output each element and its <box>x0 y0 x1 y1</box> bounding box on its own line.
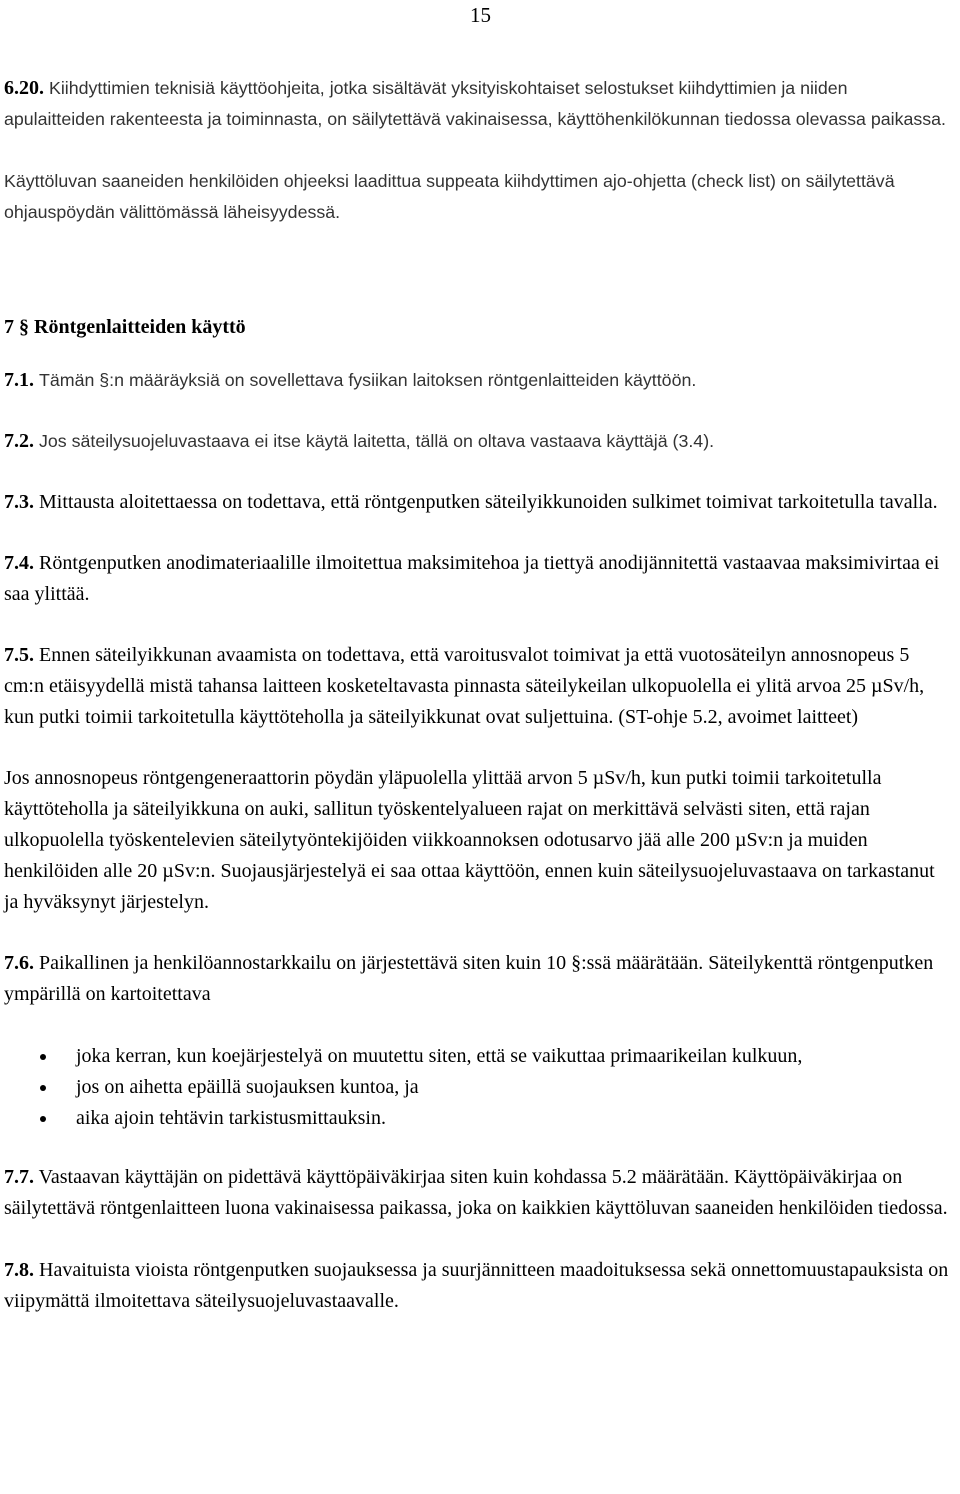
section-number: 7.4. <box>4 552 34 574</box>
section-7-1 <box>4 365 952 396</box>
bullet-icon <box>40 1054 46 1060</box>
section-6-20 <box>4 73 952 135</box>
list-item-text: aika ajoin tehtävin tarkistusmittauksin. <box>76 1107 386 1129</box>
section-7-5 <box>4 640 952 733</box>
page-number: 15 <box>470 3 491 27</box>
section-text: Ennen säteilyikkunan avaamista on todettava, että varoitusvalot toimivat ja että vuotosäteilyn annosnopeus 5 cm:n etäisyydellä mistä tahansa laitteen kosketeltavasta pinnasta säteilykeilan ulkopuolella ei ylitä arvoa 25 µSv/h, kun putki toimii tarkoitetulla käyttöteholla ja säteilyikkunat ovat suljettuina. (ST-ohje 5.2, avoimet laitteet) <box>4 644 925 728</box>
section-number: 7.6. <box>4 952 34 974</box>
section-7-4 <box>4 548 952 610</box>
list-item-text: jos on aihetta epäillä suojauksen kuntoa, ja <box>76 1076 419 1098</box>
section-7-2 <box>4 426 952 457</box>
section-number: 7.2. <box>4 430 34 452</box>
document-body <box>4 73 952 1317</box>
list-item <box>4 1072 952 1103</box>
bullet-icon <box>40 1085 46 1091</box>
section-7-5-generator: Jos annosnopeus röntgengeneraattorin pöydän yläpuolella ylittää arvon 5 µSv/h, kun putki toimii tarkoitetulla käyttöteholla ja säteilyikkuna on auki, sallitun työskentelyalueen rajat on merkittävä selvästi siten, että rajan ulkopuolella työskentelevien säteilytyöntekijöiden viikkoannoksen odotusarvo jää alle 200 µSv:n ja muiden henkilöiden alle 20 µSv:n. Suojausjärjestelyä ei saa ottaa käyttöön, ennen kuin säteilysuojeluvastaava on tarkastanut ja hyväksynyt järjestelyn. <box>4 767 935 913</box>
section-text: Paikallinen ja henkilöannostarkkailu on järjestettävä siten kuin 10 §:ssä määrätään. Säteilykenttä röntgenputken ympärillä on kartoitettava <box>4 952 934 1005</box>
section-7-6 <box>4 948 952 1010</box>
section-7-heading: 7 § Röntgenlaitteiden käyttö <box>4 316 246 338</box>
section-6-20-checklist: Käyttöluvan saaneiden henkilöiden ohjeeksi laadittua suppeata kiihdyttimen ajo-ohjetta (check list) on säilytettävä ohjauspöydän välittömässä läheisyydessä. <box>4 171 895 222</box>
section-number: 7.1. <box>4 369 34 391</box>
section-text: Röntgenputken anodimateriaalille ilmoitettua maksimitehoa ja tiettyä anodijännitettä vastaavaa maksimivirtaa ei saa ylittää. <box>4 552 940 605</box>
section-number: 7.3. <box>4 491 34 513</box>
section-7-3 <box>4 487 952 518</box>
bullet-icon <box>40 1116 46 1122</box>
section-7-8 <box>4 1255 952 1317</box>
section-number: 6.20. <box>4 77 44 99</box>
section-text: Havaituista vioista röntgenputken suojauksessa ja suurjännitteen maadoituksessa sekä onnettomuustapauksista on viipymättä ilmoitettava säteilysuojeluvastaavalle. <box>4 1259 949 1312</box>
section-number: 7.8. <box>4 1259 34 1281</box>
section-text: Kiihdyttimien teknisiä käyttöohjeita, jotka sisältävät yksityiskohtaiset selostukset kiihdyttimien ja niiden apulaitteiden rakenteesta ja toiminnasta, on säilytettävä vakinaisessa, käyttöhenkilökunnan tiedossa olevassa paikassa. <box>4 78 946 129</box>
section-text: Jos säteilysuojeluvastaava ei itse käytä laitetta, tällä on oltava vastaava käyttäjä (3.4). <box>39 431 715 451</box>
section-text: Vastaavan käyttäjän on pidettävä käyttöpäiväkirjaa siten kuin kohdassa 5.2 määrätään. Käyttöpäiväkirjaa on säilytettävä röntgenlaitteen luona vakinaisessa paikassa, joka on kaikkien käyttöluvan saaneiden henkilöiden tiedossa. <box>4 1166 948 1219</box>
list-item <box>4 1041 952 1072</box>
section-number: 7.5. <box>4 644 34 666</box>
section-text: Tämän §:n määräyksiä on sovellettava fysiikan laitoksen röntgenlaitteiden käyttöön. <box>39 370 697 390</box>
list-item-text: joka kerran, kun koejärjestelyä on muutettu siten, että se vaikuttaa primaarikeilan kulkuun, <box>76 1045 803 1067</box>
section-7-7 <box>4 1162 952 1224</box>
section-number: 7.7. <box>4 1166 34 1188</box>
list-item <box>4 1103 952 1134</box>
section-text: Mittausta aloitettaessa on todettava, että röntgenputken säteilyikkunoiden sulkimet toimivat tarkoitetulla tavalla. <box>39 491 938 513</box>
survey-bullet-list <box>4 1041 952 1134</box>
